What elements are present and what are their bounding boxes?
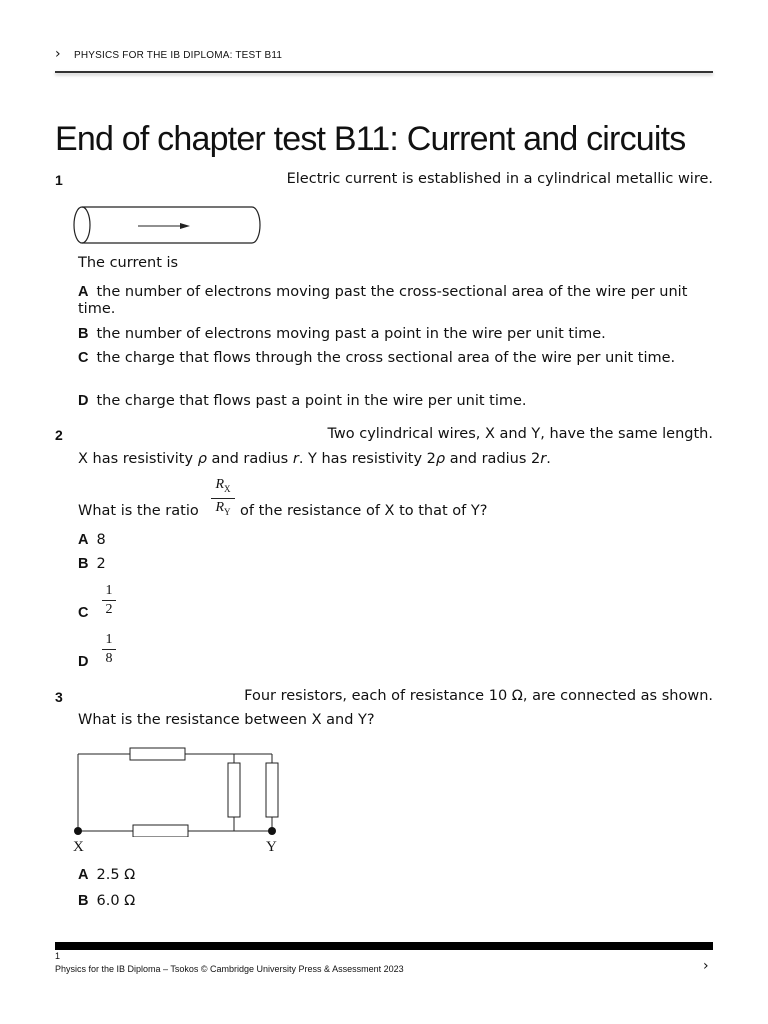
footer-divider	[55, 942, 713, 950]
option-label: B	[78, 893, 89, 909]
option-label: C	[78, 605, 89, 621]
resistor-bottom	[133, 825, 188, 837]
terminal-y	[268, 827, 276, 835]
question-3-stem: Four resistors, each of resistance 10 Ω, are connected as shown.	[244, 688, 713, 704]
q1-option-a[interactable]	[78, 284, 708, 318]
option-fraction: 1 8	[102, 632, 116, 667]
q1-option-c[interactable]	[78, 350, 708, 367]
question-1-stem: Electric current is established in a cylindrical metallic wire.	[286, 171, 713, 187]
option-value: 8	[96, 532, 106, 548]
option-value: 2	[96, 556, 106, 572]
question-2-given: X has resistivity ρ and radius r. Y has resistivity 2ρ and radius 2r.	[78, 451, 551, 467]
question-1-number: 1	[55, 172, 63, 188]
wire-diagram	[70, 204, 262, 248]
footer-chevron-icon: ›	[703, 958, 709, 974]
q2-option-c[interactable]	[78, 583, 138, 623]
option-label: A	[78, 284, 89, 300]
option-label: A	[78, 532, 89, 548]
terminal-x	[74, 827, 82, 835]
question-2-stem: Two cylindrical wires, X and Y, have the same length.	[327, 426, 713, 442]
q2-option-b[interactable]	[78, 556, 708, 573]
wire-body	[82, 207, 260, 243]
option-text: the number of electrons moving past a point in the wire per unit time.	[96, 326, 606, 342]
option-text: 2.5 Ω	[96, 867, 136, 883]
resistor-vertical-1	[228, 763, 240, 817]
wire-end-face	[74, 207, 90, 243]
page-number: 1	[55, 951, 61, 961]
q2-option-a[interactable]	[78, 532, 708, 549]
question-3-number: 3	[55, 689, 63, 705]
current-arrow-head-icon	[180, 223, 190, 229]
resistor-top	[130, 748, 185, 760]
q2-option-d[interactable]	[78, 632, 138, 672]
resistor-vertical-2	[266, 763, 278, 817]
q1-option-d[interactable]	[78, 393, 708, 410]
question-3-question: What is the resistance between X and Y?	[78, 712, 375, 728]
option-text: the charge that flows through the cross sectional area of the wire per unit time.	[96, 350, 676, 366]
option-label: B	[78, 556, 89, 572]
option-text: 6.0 Ω	[96, 893, 136, 909]
option-fraction: 1 2	[102, 583, 116, 618]
circuit-diagram	[70, 745, 285, 837]
question-2-ratio-prefix: What is the ratio	[78, 503, 199, 519]
ratio-fraction: $R_X$ $R_Y$	[211, 477, 235, 520]
question-2-number: 2	[55, 427, 63, 443]
running-header: PHYSICS FOR THE IB DIPLOMA: TEST B11	[74, 50, 283, 61]
option-label: C	[78, 350, 89, 366]
option-label: D	[78, 654, 89, 670]
page-title: End of chapter test B11: Current and circuits	[55, 120, 686, 158]
question-1-lead: The current is	[78, 255, 179, 271]
header-chevron-icon: ›	[55, 46, 61, 62]
option-text: the number of electrons moving past the cross-sectional area of the wire per unit time.	[78, 284, 688, 317]
option-label: D	[78, 393, 89, 409]
footer-copyright: Physics for the IB Diploma – Tsokos © Cambridge University Press & Assessment 2023	[55, 964, 404, 974]
option-text: the charge that flows past a point in the wire per unit time.	[96, 393, 527, 409]
header-divider	[55, 71, 713, 73]
terminal-y-label: Y	[266, 839, 277, 855]
q3-option-a[interactable]	[78, 867, 708, 884]
option-label: A	[78, 867, 89, 883]
q3-option-b[interactable]	[78, 893, 708, 910]
q1-option-b[interactable]	[78, 326, 708, 343]
question-2-ratio-suffix: of the resistance of X to that of Y?	[240, 503, 488, 519]
option-label: B	[78, 326, 89, 342]
terminal-x-label: X	[73, 839, 84, 855]
